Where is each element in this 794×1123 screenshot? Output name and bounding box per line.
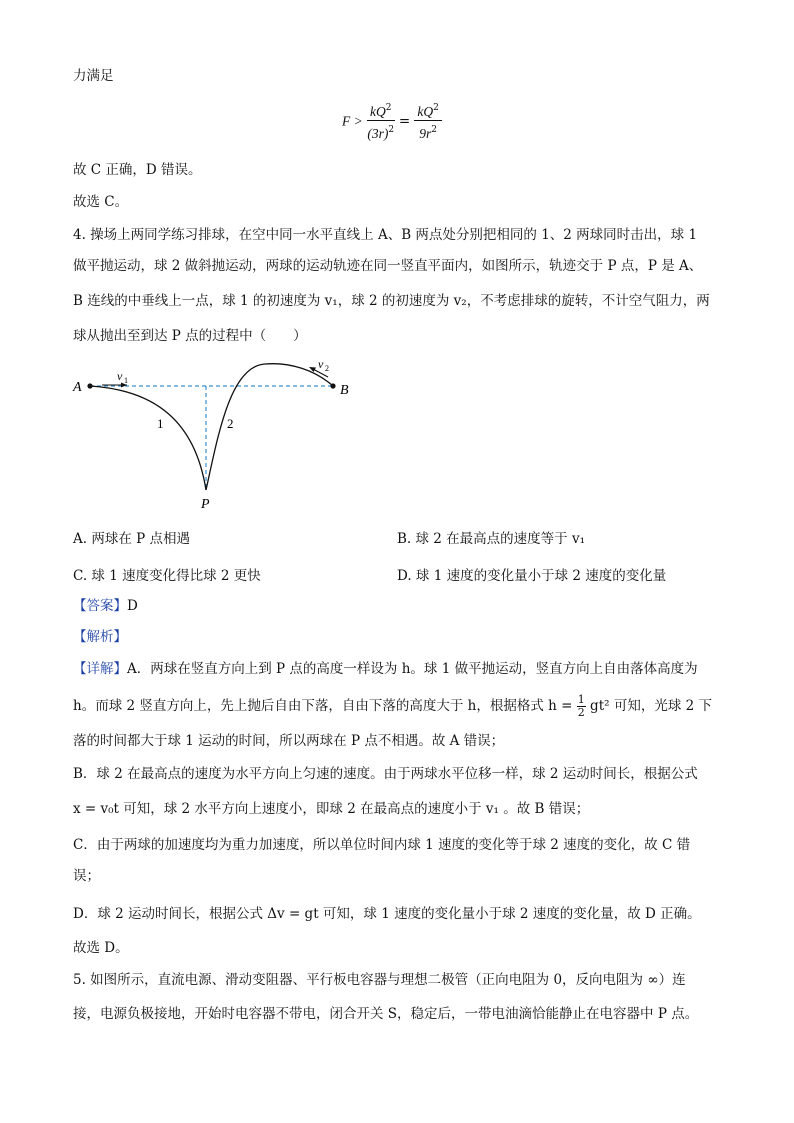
trajectory-2 [206,364,333,490]
question-5-line: 5. 如图所示，直流电源、滑动变阻器、平行板电容器与理想二极管（正向电阻为 0，反向电阻为 ∞）连 [73,972,686,988]
option-b: B. 球 2 在最高点的速度等于 v₁ [397,531,586,547]
option-c: C. 球 1 速度变化得比球 2 更快 [73,568,261,584]
question-4-line: 做平抛运动，球 2 做斜抛运动，两球的运动轨迹在同一竖直平面内，如图所示，轨迹交于 P 点，P 是 A、 [73,258,703,274]
formula-num2: kQ [417,104,434,119]
question-4-line: B 连线的中垂线上一点，球 1 的初速度为 v₁，球 2 的初速度为 v₂，不考虑排球的旋转，不计空气阻力，两 [73,293,710,309]
formula-den2: 9r [419,126,432,141]
formula-lhs: F > [342,113,363,129]
label-p: P [201,497,210,512]
label-v2-sub: 2 [325,364,329,373]
formula-fraction-1: $\frac{kQ^2}{(3r)^2}$ [367,100,394,143]
detail-line [73,694,712,719]
detail-a2-pre: h。而球 2 竖直方向上，先上抛后自由下落，自由下落的高度大于 h，根据格式 h = [73,698,573,714]
point-b [330,383,335,388]
detail-a2-post: gt² 可知，光球 2 下 [590,698,712,714]
detail-line [73,659,698,679]
point-a [87,383,92,388]
option-a: A. 两球在 P 点相遇 [73,531,190,547]
label-v1-sub: 1 [124,376,128,385]
fraction-numerator: 1 [577,693,585,706]
detail-tag: 【详解】 [73,661,127,677]
label-b: B [340,383,349,398]
answer-tag: 【答案】 [73,598,127,614]
text-line: 故 C 正确，D 错误。 [73,162,202,178]
formula-num1: kQ [370,104,386,119]
detail-line: 故选 D。 [73,940,129,956]
formula-eq: = [398,113,411,130]
detail-a1: A．两球在竖直方向上到 P 点的高度一样设为 h。球 1 做平抛运动，竖直方向上自由落体高度为 [127,661,698,677]
label-a: A [73,380,82,395]
text-line: 故选 C。 [73,194,129,210]
trajectory-diagram [60,356,360,516]
detail-line: x = v₀t 可知，球 2 水平方向上速度小，即球 2 在最高点的速度小于 v₁ 。故 B 错误； [73,801,590,817]
question-5-line: 接，电源负极接地，开始时电容器不带电，闭合开关 S，稳定后，一带电油滴恰能静止在电容器中 P 点。 [73,1006,699,1022]
one-half-fraction [577,694,586,719]
formula-den1: (3r) [367,126,389,141]
answer-line [73,596,138,616]
option-d: D. 球 1 速度的变化量小于球 2 速度的变化量 [397,568,667,584]
label-trajectory-1: 1 [157,416,164,431]
answer-value: D [127,598,138,614]
text-line: 力满足 [73,68,114,84]
detail-line: 落的时间都大于球 1 运动的时间，所以两球在 P 点不相遇。故 A 错误； [73,733,505,749]
detail-line: C．由于两球的加速度均为重力加速度，所以单位时间内球 1 速度的变化等于球 2 速度的变化，故 C 错 [73,837,691,853]
label-trajectory-2: 2 [227,416,234,431]
formula-fraction-2: $\frac{kQ^2}{9r^2}$ [414,100,441,143]
detail-line: 误； [73,868,100,884]
detail-line: B．球 2 在最高点的速度为水平方向上匀速的速度。由于两球水平位移一样，球 2 运动时间长，根据公式 [73,766,698,782]
trajectory-1 [90,386,206,490]
question-4-line: 4. 操场上两同学练习排球，在空中同一水平直线上 A、B 两点处分别把相同的 1、2 两球同时击出，球 1 [73,227,698,243]
label-v1: v [117,369,123,383]
fraction-denominator: 2 [577,706,585,719]
analysis-tag: 【解析】 [73,629,127,645]
question-4-line: 球从抛出至到达 P 点的过程中（ ） [73,328,307,344]
force-inequality-formula [342,100,462,150]
label-v2: v [318,357,324,371]
detail-line: D．球 2 运动时间长，根据公式 Δv = gt 可知，球 1 速度的变化量小于球 2 速度的变化量，故 D 正确。 [73,906,701,922]
trajectory-figure [60,356,360,516]
